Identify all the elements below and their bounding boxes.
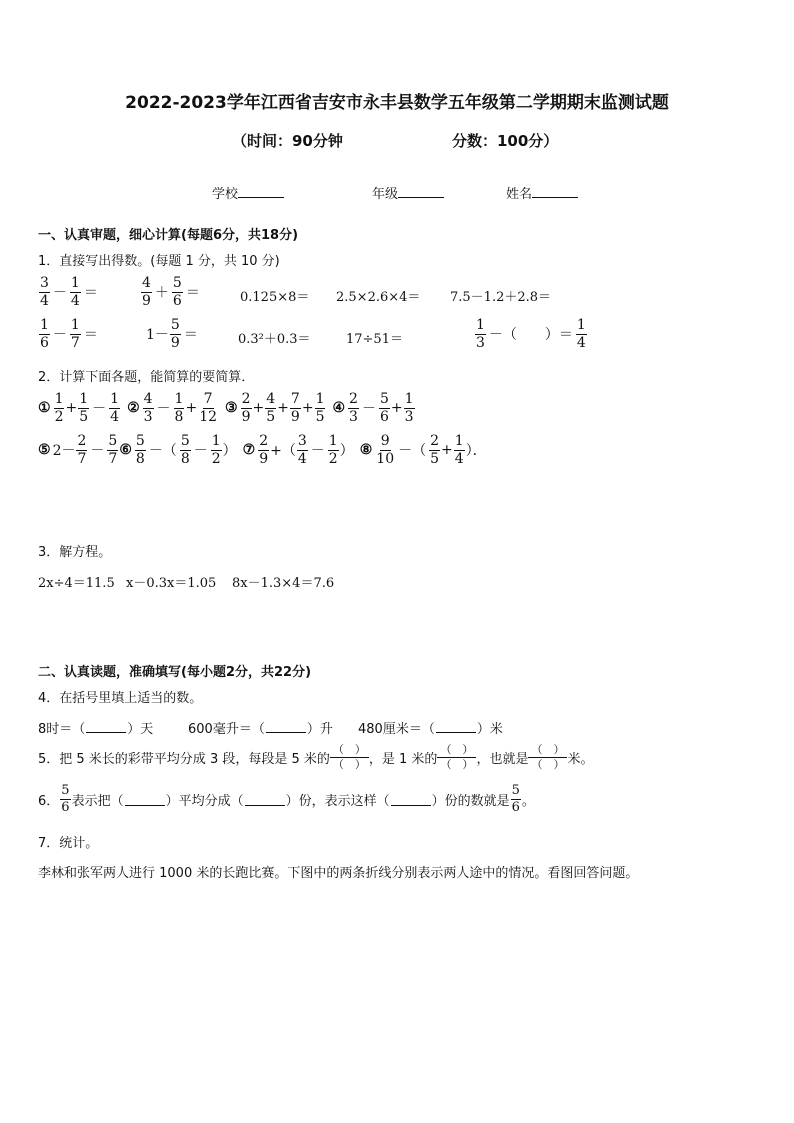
- answer-blank[interactable]: [125, 793, 165, 806]
- circle-number-7: ⑦: [242, 441, 256, 458]
- question-2-title: 2．计算下面各题，能简算的要简算．: [38, 370, 255, 385]
- question-7-title: 7．统计。: [38, 836, 99, 851]
- question-5: 5．把 5 米长的彩带平均分成 3 段，每段是 5 米的 （ ） （ ） ，是 1 米的 （ ） （ ） ，也就是 （ ） （ ） 米。: [38, 743, 594, 772]
- q1-item-b: $\frac{4}{9}$ ＋ $\frac{5}{6}$ ＝: [142, 275, 200, 309]
- question-7-text: 李林和张军两人进行 1000 米的长跑比赛。下图中的两条折线分别表示两人途中的情况。看图回答问题。: [38, 866, 639, 881]
- section-1-title: 一、认真审题，细心计算(每题6分，共18分): [38, 228, 299, 243]
- grade-label: 年级: [372, 187, 399, 202]
- fraction: $\frac{1}{4}$: [70, 275, 80, 309]
- equation-3: 8x－1.3×4＝7.6: [232, 576, 335, 591]
- circle-number-4: ④: [332, 399, 346, 416]
- school-label: 学校: [212, 187, 239, 202]
- q1-item-d: 2.5×2.6×4＝: [336, 290, 421, 305]
- q2-row-2: ⑤ 2－ $\frac{2}{7}$ － $\frac{5}{7}$ ⑥ $\frac{5}{8}$ －（ $\frac{5}{8}$ － $\frac{1}{2}$ ） ⑦ $\frac{2}{9}$ +（ $\frac{3}{4}$ － $\frac{1}{2}$ ） ⑧ $\frac{9}{10}$ －（ $\frac{2}{5}$ + $\frac{1}{4}$ ）．: [38, 433, 487, 467]
- grade-field: [372, 183, 444, 202]
- equation-2: x－0.3x＝1.05: [126, 576, 217, 591]
- equation-1: 2x÷4＝11.5: [38, 576, 115, 591]
- circle-number-5: ⑤: [38, 441, 51, 458]
- fraction: $\frac{4}{9}$: [142, 275, 151, 309]
- section-2-title: 二、认真读题，准确填写(每小题2分，共22分): [38, 665, 312, 680]
- page-title: 2022-2023学年江西省吉安市永丰县数学五年级第二学期期末监测试题: [125, 93, 669, 113]
- name-label: 姓名: [506, 187, 533, 202]
- grade-blank[interactable]: [398, 185, 444, 198]
- fraction: $\frac{1}{7}$: [70, 317, 80, 351]
- exam-time: （时间：90分钟: [232, 132, 343, 150]
- circle-number-1: ①: [38, 399, 51, 416]
- school-blank[interactable]: [238, 185, 284, 198]
- school-field: [212, 183, 284, 202]
- circle-number-2: ②: [127, 399, 140, 416]
- q1-item-e: 7.5－1.2＋2.8＝: [450, 290, 552, 305]
- fraction: $\frac{1}{6}$: [40, 317, 49, 351]
- fraction: $\frac{3}{4}$: [40, 275, 49, 309]
- q4-item-a: 8时＝（ ）天: [38, 722, 154, 737]
- q4-item-b: 600毫升＝（ ）升: [188, 722, 333, 737]
- q1-item-j: $\frac{1}{3}$ －（ ）＝ $\frac{1}{4}$: [476, 317, 586, 351]
- answer-blank[interactable]: [266, 720, 306, 733]
- exam-score: 分数：100分）: [452, 132, 559, 150]
- answer-blank[interactable]: [245, 793, 285, 806]
- fraction: $\frac{1}{3}$: [476, 317, 485, 351]
- answer-fraction-blank[interactable]: （ ） （ ）: [437, 744, 476, 771]
- circle-number-8: ⑧: [359, 441, 373, 458]
- q1-item-g: 1－ $\frac{5}{9}$ ＝: [146, 317, 198, 351]
- question-1-title: 1．直接写出得数。(每题 1 分，共 10 分): [38, 254, 280, 269]
- question-3-title: 3．解方程。: [38, 545, 112, 560]
- answer-fraction-blank[interactable]: （ ） （ ）: [330, 744, 369, 771]
- answer-blank[interactable]: [391, 793, 431, 806]
- answer-fraction-blank[interactable]: （ ） （ ）: [528, 744, 567, 771]
- q4-item-c: 480厘米＝（ ）米: [358, 722, 503, 737]
- q1-item-a: $\frac{3}{4}$ － $\frac{1}{4}$ ＝: [40, 275, 98, 309]
- fraction: $\frac{5}{6}$: [172, 275, 182, 309]
- q1-item-f: $\frac{1}{6}$ － $\frac{1}{7}$ ＝: [40, 317, 98, 351]
- name-field: [506, 183, 578, 202]
- name-blank[interactable]: [532, 185, 578, 198]
- fraction: $\frac{1}{4}$: [576, 317, 586, 351]
- answer-blank[interactable]: [436, 720, 476, 733]
- q1-item-c: 0.125×8＝: [240, 290, 310, 305]
- circle-number-3: ③: [225, 399, 238, 416]
- q1-item-i: 17÷51＝: [346, 332, 403, 347]
- q1-item-h: 0.3²＋0.3＝: [238, 332, 311, 347]
- question-4-title: 4．在括号里填上适当的数。: [38, 691, 203, 706]
- fraction: $\frac{5}{9}$: [170, 317, 180, 351]
- q2-row-1: ① $\frac{1}{2}$ + $\frac{1}{5}$ － $\frac{1}{4}$ ② $\frac{4}{3}$ － $\frac{1}{8}$ + $\frac{7}{12}$ ③ $\frac{2}{9}$ + $\frac{4}{5}$ + $\frac{7}{9}$ + $\frac{1}{5}$ ④ $\frac{2}{3}$ － $\frac{5}{6}$ + $\frac{1}{3}$: [38, 391, 414, 425]
- answer-blank[interactable]: [86, 720, 126, 733]
- question-6: 6． $\frac{5}{6}$ 表示把（ ）平均分成（ ）份，表示这样（ ）份的数就是 $\frac{5}{6}$ 。: [38, 783, 535, 815]
- circle-number-6: ⑥: [119, 441, 132, 458]
